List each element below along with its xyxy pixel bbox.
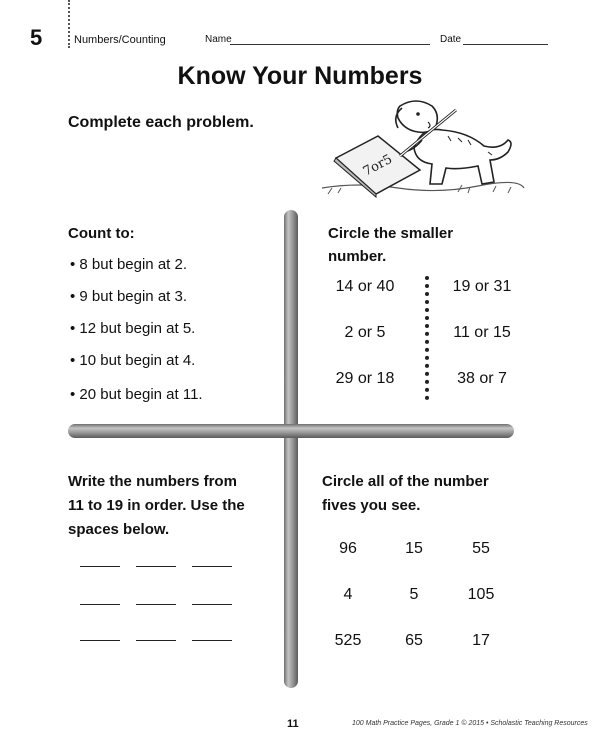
dog-writing-illustration <box>318 96 526 200</box>
date-label: Date <box>440 34 462 45</box>
unit-number: 5 <box>30 25 43 50</box>
number-cell[interactable]: 55 <box>472 540 490 557</box>
name-field[interactable] <box>230 44 430 45</box>
answer-blank[interactable] <box>80 566 120 567</box>
count-item: • 9 but begin at 3. <box>70 288 188 305</box>
dotted-separator <box>425 276 429 400</box>
number-pair[interactable]: 2 or 5 <box>344 324 386 341</box>
fives-heading-line2: fives you see. <box>322 497 421 514</box>
number-cell[interactable]: 105 <box>467 586 495 603</box>
number-cell[interactable]: 15 <box>405 540 423 557</box>
number-cell[interactable]: 65 <box>405 632 423 649</box>
answer-blank[interactable] <box>136 604 176 605</box>
number-cell[interactable]: 17 <box>472 632 490 649</box>
answer-blank[interactable] <box>192 604 232 605</box>
count-item: • 8 but begin at 2. <box>70 256 188 273</box>
smaller-heading-line2: number. <box>328 248 387 265</box>
instructions: Complete each problem. <box>68 114 254 131</box>
notebook <box>334 136 420 197</box>
number-cell[interactable]: 96 <box>339 540 357 557</box>
number-pair[interactable]: 38 or 7 <box>457 370 507 387</box>
number-pair[interactable]: 11 or 15 <box>453 324 511 341</box>
count-heading: Count to: <box>68 225 135 242</box>
order-heading-line2: 11 to 19 in order. Use the <box>68 497 245 514</box>
fives-heading-line1: Circle all of the number <box>322 473 489 490</box>
number-cell[interactable]: 4 <box>343 586 353 603</box>
page-title: Know Your Numbers <box>177 62 423 90</box>
count-item: • 20 but begin at 11. <box>70 386 203 403</box>
vertical-stick-divider <box>284 210 298 688</box>
count-item: • 12 but begin at 5. <box>70 320 196 337</box>
answer-blank[interactable] <box>192 566 232 567</box>
number-pair[interactable]: 14 or 40 <box>335 278 395 295</box>
count-item: • 10 but begin at 4. <box>70 352 196 369</box>
answer-blank[interactable] <box>136 640 176 641</box>
date-field[interactable] <box>463 44 548 45</box>
number-cell[interactable]: 525 <box>334 632 362 649</box>
unit-label: Numbers/Counting <box>74 34 166 46</box>
order-heading-line3: spaces below. <box>68 521 170 538</box>
page-number: 11 <box>287 718 299 730</box>
order-heading-line1: Write the numbers from <box>68 473 237 490</box>
answer-blank[interactable] <box>80 640 120 641</box>
notebook-text: 7or5 <box>360 151 395 180</box>
number-cell[interactable]: 5 <box>409 586 419 603</box>
smaller-heading-line1: Circle the smaller <box>328 225 454 242</box>
unit-divider <box>68 0 70 48</box>
name-label: Name <box>205 34 232 45</box>
number-pair[interactable]: 19 or 31 <box>452 278 512 295</box>
horizontal-stick-divider <box>68 424 514 438</box>
number-pair[interactable]: 29 or 18 <box>335 370 395 387</box>
credit-line: 100 Math Practice Pages, Grade 1 © 2015 • Scholastic Teaching Resources <box>352 720 588 727</box>
answer-blank[interactable] <box>80 604 120 605</box>
answer-blank[interactable] <box>192 640 232 641</box>
answer-blank[interactable] <box>136 566 176 567</box>
